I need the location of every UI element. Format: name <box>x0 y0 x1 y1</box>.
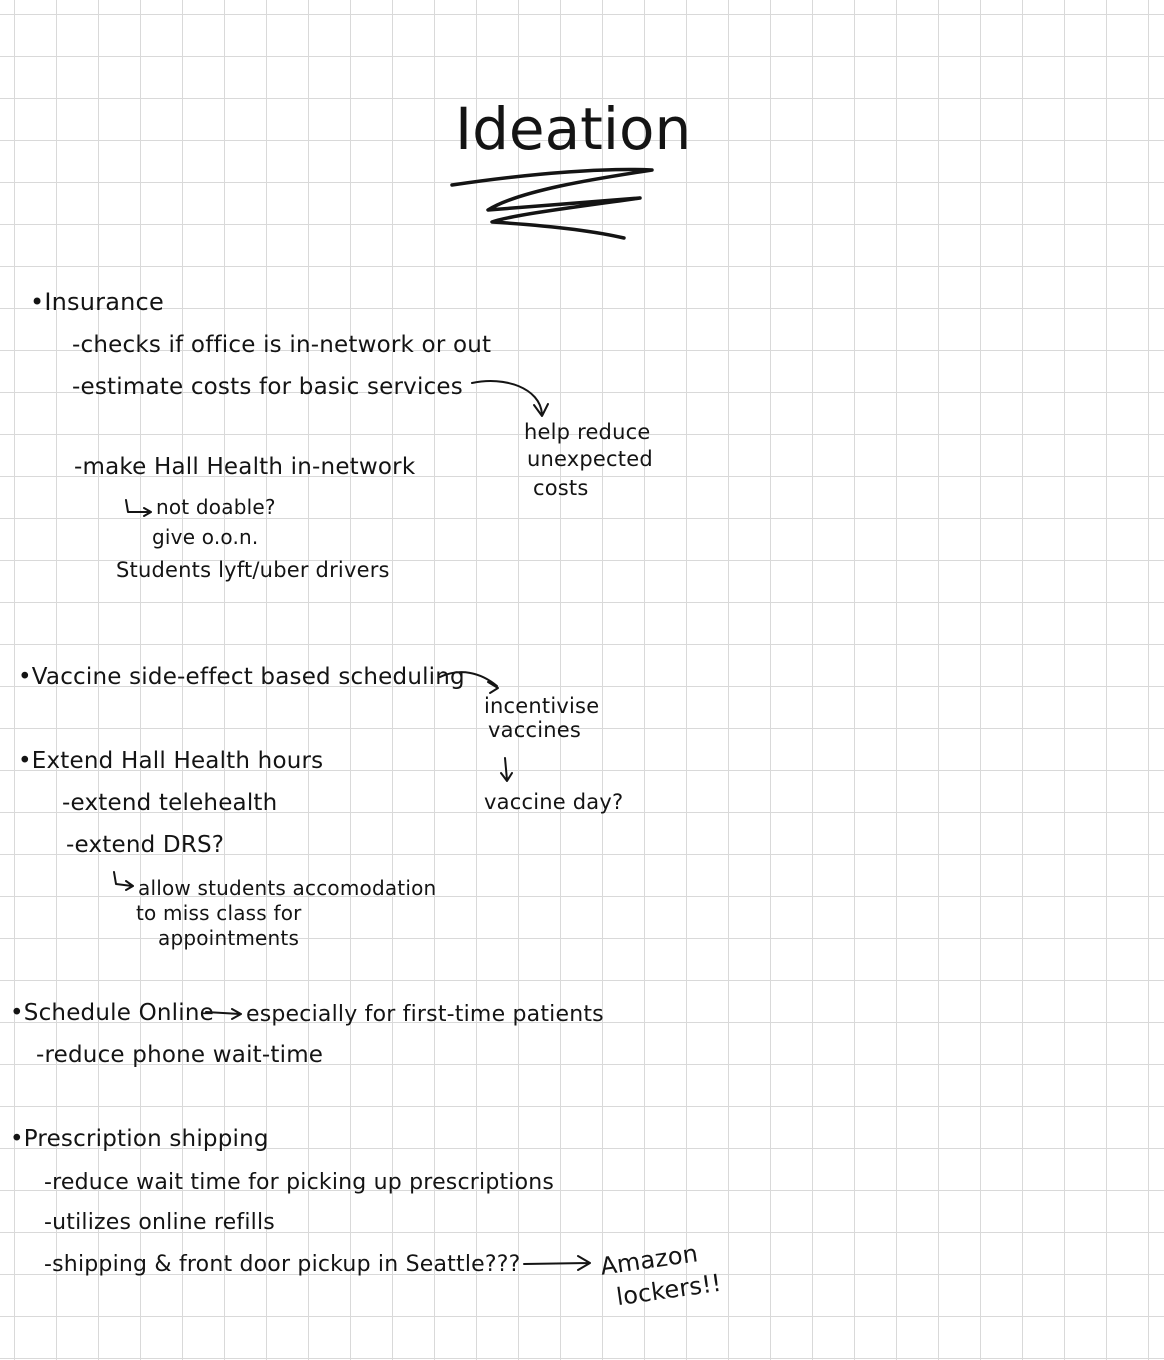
insurance-subnote-doable: not doable? <box>156 495 276 519</box>
prescription-item-wait: -reduce wait time for picking up prescriptions <box>44 1170 555 1195</box>
vaccine-heading: •Vaccine side-effect based scheduling <box>18 664 465 690</box>
vaccine-day-note: vaccine day? <box>484 790 624 814</box>
vaccine-day-arrow-icon <box>501 758 512 781</box>
schedule-item-wait: -reduce phone wait-time <box>36 1042 324 1068</box>
hours-heading: •Extend Hall Health hours <box>18 748 324 774</box>
prescription-side-note-line1: Amazon <box>598 1239 700 1281</box>
insurance-item-costs: -estimate costs for basic services <box>72 374 463 400</box>
prescription-side-note-line2: lockers!! <box>614 1268 724 1312</box>
prescription-heading: •Prescription shipping <box>10 1126 269 1152</box>
schedule-arrow-note: especially for first-time patients <box>246 1002 604 1027</box>
prescription-item-shipping: -shipping & front door pickup in Seattle??? <box>44 1252 521 1277</box>
title-underline-scribble <box>452 170 652 238</box>
costs-arrow-icon <box>472 381 548 416</box>
insurance-item-hall-health: -make Hall Health in-network <box>74 454 416 480</box>
insurance-side-note-line1: help reduce <box>524 420 651 444</box>
not-doable-hook-icon <box>126 500 151 516</box>
vaccine-side-note-line1: incentivise <box>484 694 600 718</box>
insurance-item-network: -checks if office is in-network or out <box>72 332 492 358</box>
prescription-item-refills: -utilizes online refills <box>44 1210 275 1235</box>
vaccine-side-note-line2: vaccines <box>488 718 581 742</box>
schedule-heading: •Schedule Online <box>10 1000 214 1026</box>
hours-subnote-line3: appointments <box>158 926 300 950</box>
insurance-subnote-drivers: Students lyft/uber drivers <box>116 558 390 582</box>
hours-subnote-line1: allow students accomodation <box>138 876 437 900</box>
insurance-side-note-line3: costs <box>533 476 589 500</box>
amazon-arrow-icon <box>524 1256 590 1270</box>
insurance-heading: •Insurance <box>30 288 164 316</box>
hours-subnote-line2: to miss class for <box>136 901 302 925</box>
hours-item-drs: -extend DRS? <box>66 832 225 858</box>
drs-hook-icon <box>114 872 133 890</box>
page-title: Ideation <box>455 95 692 163</box>
insurance-side-note-line2: unexpected <box>527 447 653 471</box>
hours-item-telehealth: -extend telehealth <box>62 790 278 816</box>
insurance-subnote-oon: give o.o.n. <box>152 525 259 549</box>
